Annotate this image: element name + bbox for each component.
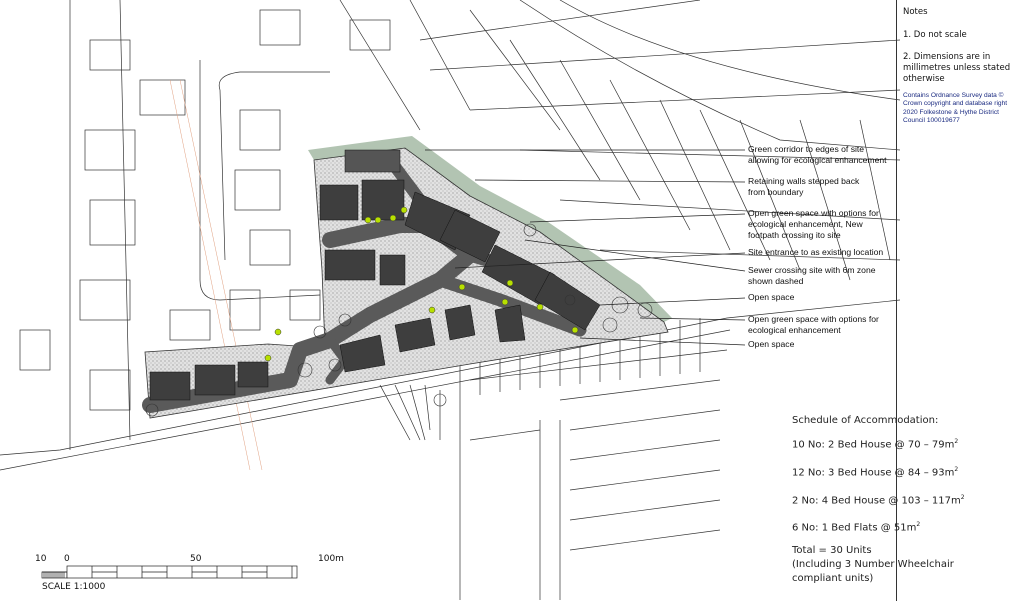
schedule-row <box>792 494 965 506</box>
callout-line: shown dashed <box>748 276 804 286</box>
schedule-total-note: (Including 3 Number Wheelchair <box>792 559 954 570</box>
callout-green-corridor <box>748 144 887 166</box>
callout-retaining-walls <box>748 176 859 198</box>
callout-line: allowing for ecological enhancement <box>748 155 887 165</box>
callout-open-space-2 <box>748 339 794 350</box>
schedule-row-text: 12 No: 3 Bed House @ 84 – 93m <box>792 467 955 479</box>
callout-open-space <box>748 292 794 303</box>
notes-panel <box>896 0 1024 601</box>
schedule-row-text: 6 No: 1 Bed Flats @ 51m <box>792 522 917 534</box>
schedule-row <box>792 466 958 478</box>
schedule-total: Total = 30 Units <box>792 545 872 556</box>
scale-bar <box>42 566 297 578</box>
scale-caption: SCALE 1:1000 <box>42 582 106 592</box>
os-line: Council 100019677 <box>903 116 960 124</box>
schedule-row <box>792 438 958 450</box>
callout-line: ecological enhancement <box>748 325 841 335</box>
callout-line: Sewer crossing site with 6m zone <box>748 265 876 275</box>
notes-title: Notes <box>903 7 928 17</box>
schedule-row <box>792 521 920 533</box>
superscript: 2 <box>916 521 921 528</box>
note-2-cont: millimetres unless stated <box>903 63 1011 73</box>
callout-sewer-crossing <box>748 265 876 287</box>
schedule-row-text: 2 No: 4 Bed House @ 103 – 117m <box>792 495 961 507</box>
callout-open-green-space <box>748 314 879 336</box>
superscript: 2 <box>954 466 959 473</box>
schedule-title: Schedule of Accommodation: <box>792 415 939 426</box>
callout-open-green-space-footpath <box>748 208 879 241</box>
callout-line: Green corridor to edges of site <box>748 144 865 154</box>
scale-label-0: 0 <box>64 554 70 564</box>
callout-line: Open green space with options for <box>748 314 879 324</box>
scale-label-10: 10 <box>35 554 47 564</box>
note-1: 1. Do not scale <box>903 30 967 40</box>
os-copyright <box>903 92 1021 125</box>
callout-line: Open space <box>748 339 795 349</box>
callout-line: Site entrance to as existing location <box>748 247 884 257</box>
callout-line: Retaining walls stepped back <box>748 176 860 186</box>
os-line: Contains Ordnance Survey data © <box>903 92 1004 99</box>
scale-label-100m: 100m <box>318 554 344 564</box>
superscript: 2 <box>960 494 965 501</box>
callout-line: from boundary <box>748 187 804 197</box>
callout-site-entrance <box>748 247 883 258</box>
scale-label-50: 50 <box>190 554 202 564</box>
callout-line: ecological enhancement, New <box>748 219 863 229</box>
os-line: 2020 Folkestone & Hythe District <box>903 108 1000 116</box>
superscript: 2 <box>954 438 959 445</box>
callout-line: footpath crossing ito site <box>748 230 841 240</box>
callout-line: Open space <box>748 292 795 302</box>
note-2: 2. Dimensions are in <box>903 52 991 62</box>
schedule-total-note: compliant units) <box>792 573 874 584</box>
schedule-row-text: 10 No: 2 Bed House @ 70 – 79m <box>792 439 955 451</box>
os-line: Crown copyright and database right <box>903 100 1008 108</box>
note-2-cont: otherwise <box>903 74 945 84</box>
callout-line: Open green space with options for <box>748 208 879 218</box>
